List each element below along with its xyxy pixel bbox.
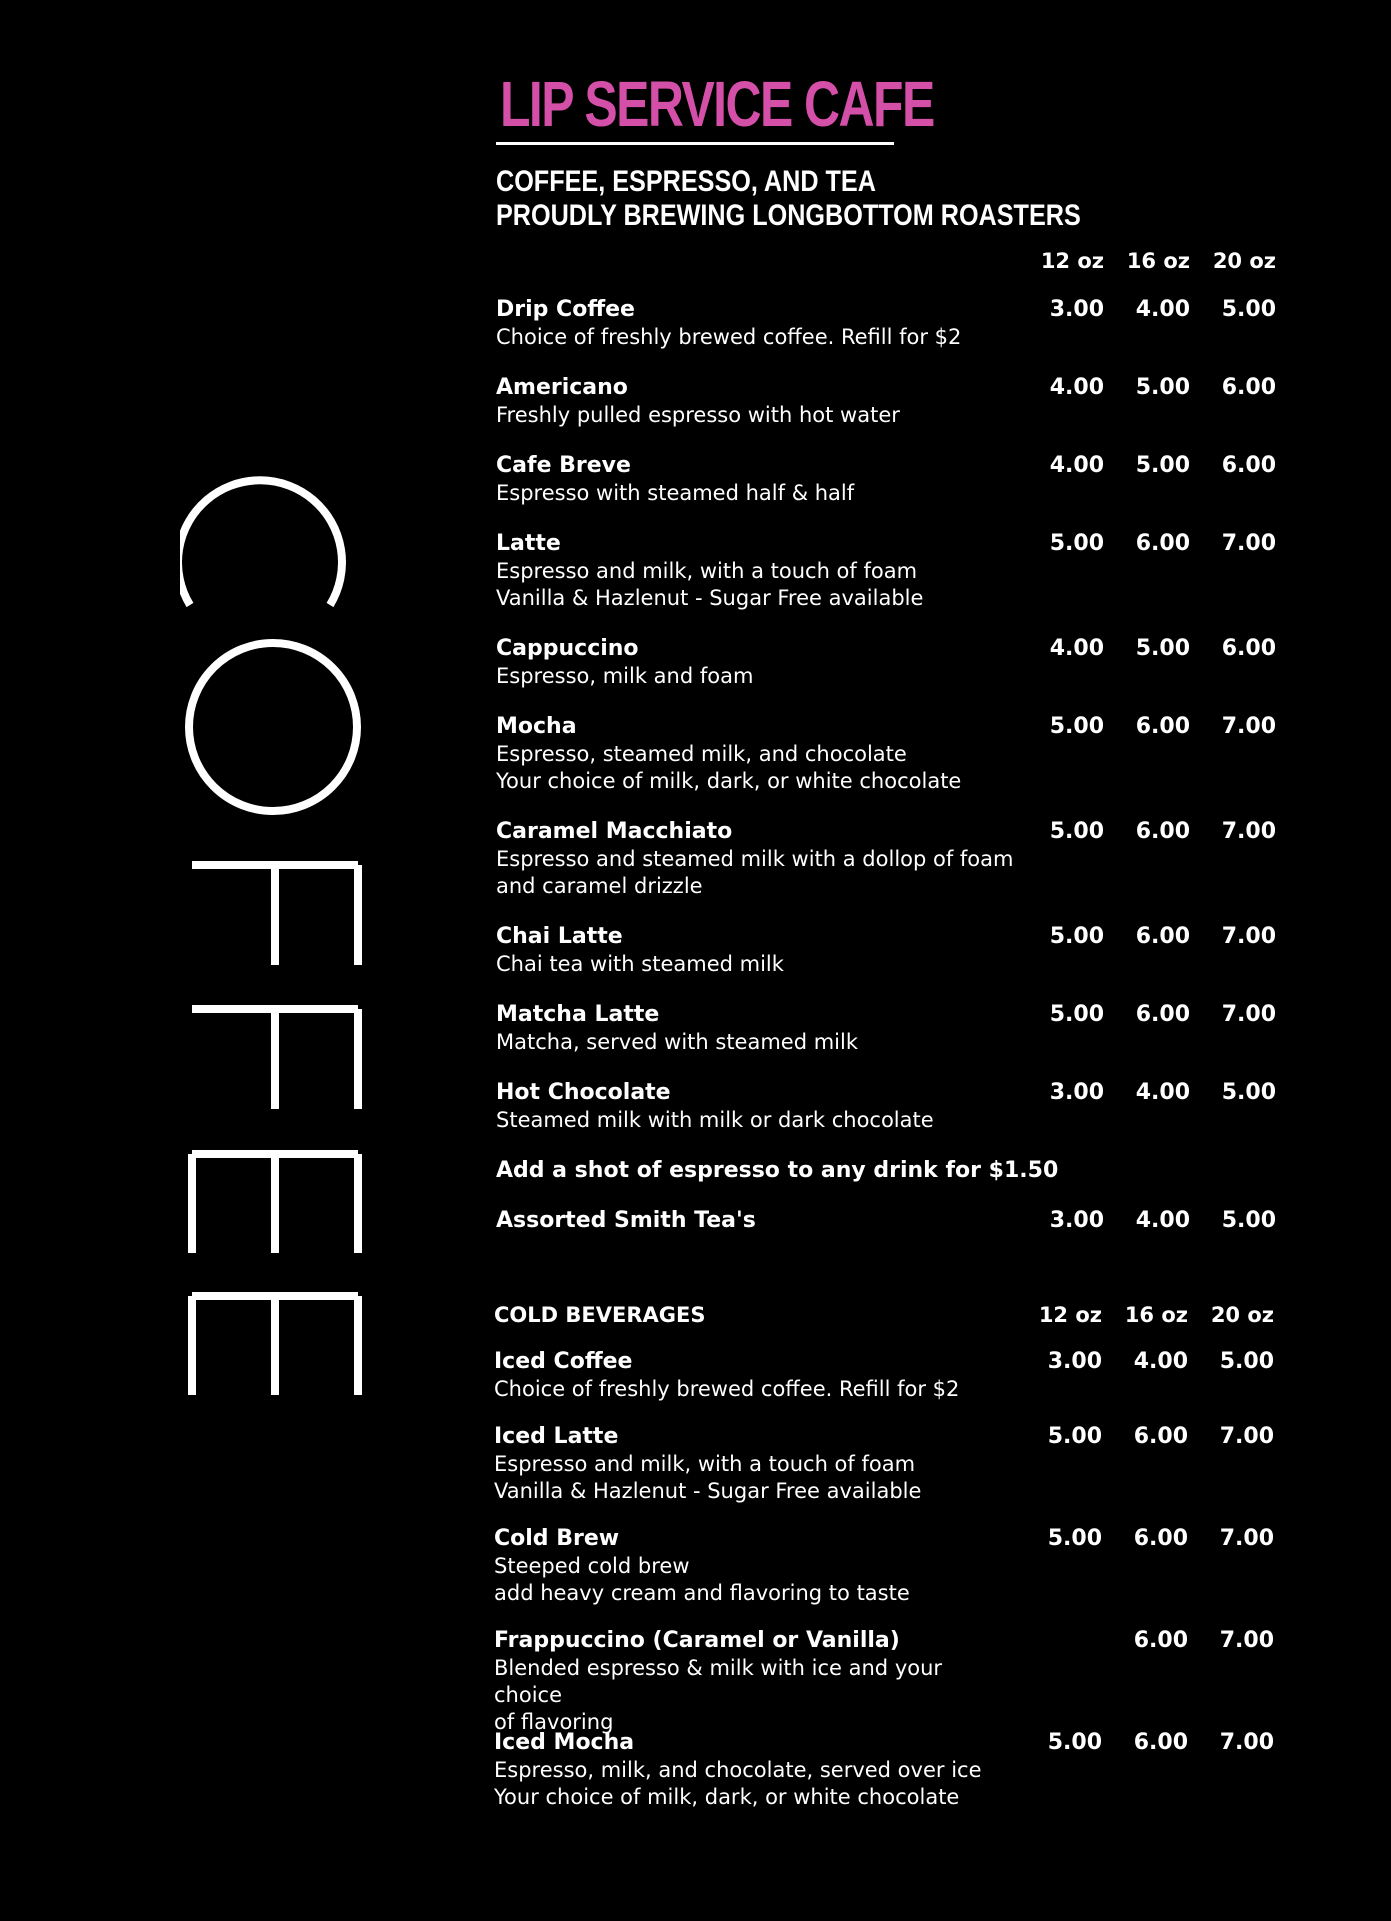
size-label: 16 oz <box>1126 249 1190 273</box>
item-price: 7.00 <box>1221 924 1276 949</box>
menu-item <box>496 923 1276 1001</box>
item-description: Your choice of milk, dark, or white chocolate <box>496 769 962 793</box>
menu-header <box>496 68 1192 233</box>
hot-drinks-section <box>496 246 1276 1285</box>
item-price: 5.00 <box>1135 375 1190 400</box>
item-description: Espresso and milk, with a touch of foam <box>496 559 918 583</box>
item-price: 6.00 <box>1133 1526 1188 1551</box>
menu-item <box>496 1207 1276 1285</box>
item-price: 7.00 <box>1221 714 1276 739</box>
item-price: 4.00 <box>1049 375 1104 400</box>
item-description: Steamed milk with milk or dark chocolate <box>496 1108 934 1132</box>
item-description: Espresso, steamed milk, and chocolate <box>496 742 907 766</box>
menu-item <box>496 452 1276 530</box>
item-description: Choice of freshly brewed coffee. Refill for $2 <box>496 325 962 349</box>
size-label: 20 oz <box>1212 249 1276 273</box>
menu-item <box>494 1423 1274 1525</box>
menu-item <box>494 1525 1274 1627</box>
item-price: 6.00 <box>1135 531 1190 556</box>
cold-beverages-section <box>494 1300 1274 1831</box>
item-price: 6.00 <box>1221 453 1276 478</box>
item-price: 5.00 <box>1135 636 1190 661</box>
size-label: 16 oz <box>1124 1303 1188 1327</box>
item-description: Espresso and steamed milk with a dollop of foam <box>496 847 1014 871</box>
item-description: add heavy cream and flavoring to taste <box>494 1581 910 1605</box>
item-name: Cappuccino <box>496 636 639 661</box>
item-price: 7.00 <box>1219 1730 1274 1755</box>
item-name: Iced Mocha <box>494 1730 635 1755</box>
item-price: 7.00 <box>1219 1628 1274 1653</box>
menu-item <box>496 818 1276 923</box>
espresso-shot-note: Add a shot of espresso to any drink for $1.50 <box>496 1158 1059 1183</box>
cold-section-header <box>494 1300 1274 1330</box>
letter-f-2 <box>192 1009 358 1109</box>
item-name: Mocha <box>496 714 577 739</box>
item-price: 6.00 <box>1135 819 1190 844</box>
item-name: Latte <box>496 531 561 556</box>
menu-item <box>496 1001 1276 1079</box>
item-price: 5.00 <box>1049 1002 1104 1027</box>
item-price: 4.00 <box>1135 1080 1190 1105</box>
menu-item <box>494 1348 1274 1423</box>
item-description: Espresso and milk, with a touch of foam <box>494 1452 916 1476</box>
item-price: 6.00 <box>1133 1730 1188 1755</box>
menu-item <box>496 530 1276 635</box>
espresso-shot-note-row <box>496 1157 1276 1207</box>
item-price: 3.00 <box>1049 297 1104 322</box>
item-price: 4.00 <box>1133 1349 1188 1374</box>
item-name: Caramel Macchiato <box>496 819 733 844</box>
item-price: 5.00 <box>1221 297 1276 322</box>
item-price: 6.00 <box>1221 375 1276 400</box>
item-price: 6.00 <box>1135 714 1190 739</box>
menu-item <box>494 1729 1274 1831</box>
item-price: 5.00 <box>1049 819 1104 844</box>
item-price: 7.00 <box>1219 1424 1274 1449</box>
letter-f-1 <box>192 865 358 965</box>
item-description: Espresso, milk, and chocolate, served over ice <box>494 1758 982 1782</box>
item-price: 6.00 <box>1133 1628 1188 1653</box>
item-name: Drip Coffee <box>496 297 635 322</box>
item-price: 3.00 <box>1049 1080 1104 1105</box>
item-description: Choice of freshly brewed coffee. Refill for $2 <box>494 1377 960 1401</box>
item-description: of flavoring <box>494 1710 614 1734</box>
cafe-name: LIP SERVICE CAFE <box>500 68 934 140</box>
item-name: Frappuccino (Caramel or Vanilla) <box>494 1628 900 1653</box>
item-price: 4.00 <box>1049 636 1104 661</box>
item-description: Espresso, milk and foam <box>496 664 754 688</box>
item-price: 5.00 <box>1221 1080 1276 1105</box>
subtitle-line-1: COFFEE, ESPRESSO, AND TEA <box>496 165 876 198</box>
item-price: 5.00 <box>1049 714 1104 739</box>
item-name: Cold Brew <box>494 1526 620 1551</box>
item-description: Blended espresso & milk with ice and your choice <box>494 1656 943 1707</box>
menu-item <box>496 296 1276 374</box>
letter-e-1 <box>192 1154 358 1253</box>
menu-item <box>494 1627 1274 1734</box>
item-price: 3.00 <box>1049 1208 1104 1233</box>
size-label: 12 oz <box>1040 249 1104 273</box>
item-description: and caramel drizzle <box>496 874 703 898</box>
item-price: 5.00 <box>1047 1730 1102 1755</box>
item-price: 6.00 <box>1133 1424 1188 1449</box>
item-name: Iced Latte <box>494 1424 619 1449</box>
item-price: 5.00 <box>1221 1208 1276 1233</box>
item-name: Matcha Latte <box>496 1002 660 1027</box>
item-price: 7.00 <box>1221 531 1276 556</box>
menu-item <box>496 713 1276 818</box>
item-price: 3.00 <box>1047 1349 1102 1374</box>
item-price <box>1016 1627 1102 1655</box>
item-price: 5.00 <box>1049 531 1104 556</box>
coffee-letters <box>180 455 370 1400</box>
item-description: Your choice of milk, dark, or white chocolate <box>494 1785 960 1809</box>
menu-item <box>496 1079 1276 1157</box>
size-label: 20 oz <box>1210 1303 1274 1327</box>
item-price: 4.00 <box>1049 453 1104 478</box>
item-price: 4.00 <box>1135 1208 1190 1233</box>
item-price: 4.00 <box>1135 297 1190 322</box>
item-price: 5.00 <box>1219 1349 1274 1374</box>
item-description: Freshly pulled espresso with hot water <box>496 403 900 427</box>
item-description: Vanilla & Hazlenut - Sugar Free available <box>496 586 924 610</box>
item-name: Cafe Breve <box>496 453 631 478</box>
item-description: Matcha, served with steamed milk <box>496 1030 859 1054</box>
item-price: 7.00 <box>1221 1002 1276 1027</box>
item-price: 7.00 <box>1221 819 1276 844</box>
size-header <box>496 246 1276 276</box>
item-price: 5.00 <box>1047 1526 1102 1551</box>
item-name: Hot Chocolate <box>496 1080 671 1105</box>
letter-o <box>189 643 357 811</box>
item-description: Vanilla & Hazlenut - Sugar Free available <box>494 1479 922 1503</box>
vertical-coffee-title <box>180 455 370 1400</box>
letter-c <box>180 480 342 605</box>
item-name: Assorted Smith Tea's <box>496 1208 756 1233</box>
letter-e-2 <box>192 1296 358 1395</box>
item-description: Espresso with steamed half & half <box>496 481 855 505</box>
size-label: 12 oz <box>1038 1303 1102 1327</box>
item-name: Chai Latte <box>496 924 623 949</box>
item-price: 6.00 <box>1221 636 1276 661</box>
item-price: 5.00 <box>1047 1424 1102 1449</box>
item-name: Americano <box>496 375 628 400</box>
item-price: 7.00 <box>1219 1526 1274 1551</box>
subtitle-line-2: PROUDLY BREWING LONGBOTTOM ROASTERS <box>496 199 1081 232</box>
item-price: 5.00 <box>1049 924 1104 949</box>
menu-item <box>496 374 1276 452</box>
item-price: 6.00 <box>1135 1002 1190 1027</box>
title-underline <box>496 142 894 145</box>
section-title: COLD BEVERAGES <box>494 1303 706 1327</box>
item-price: 5.00 <box>1135 453 1190 478</box>
item-description: Chai tea with steamed milk <box>496 952 784 976</box>
item-price: 6.00 <box>1135 924 1190 949</box>
item-name: Iced Coffee <box>494 1349 633 1374</box>
menu-item <box>496 635 1276 713</box>
item-description: Steeped cold brew <box>494 1554 690 1578</box>
